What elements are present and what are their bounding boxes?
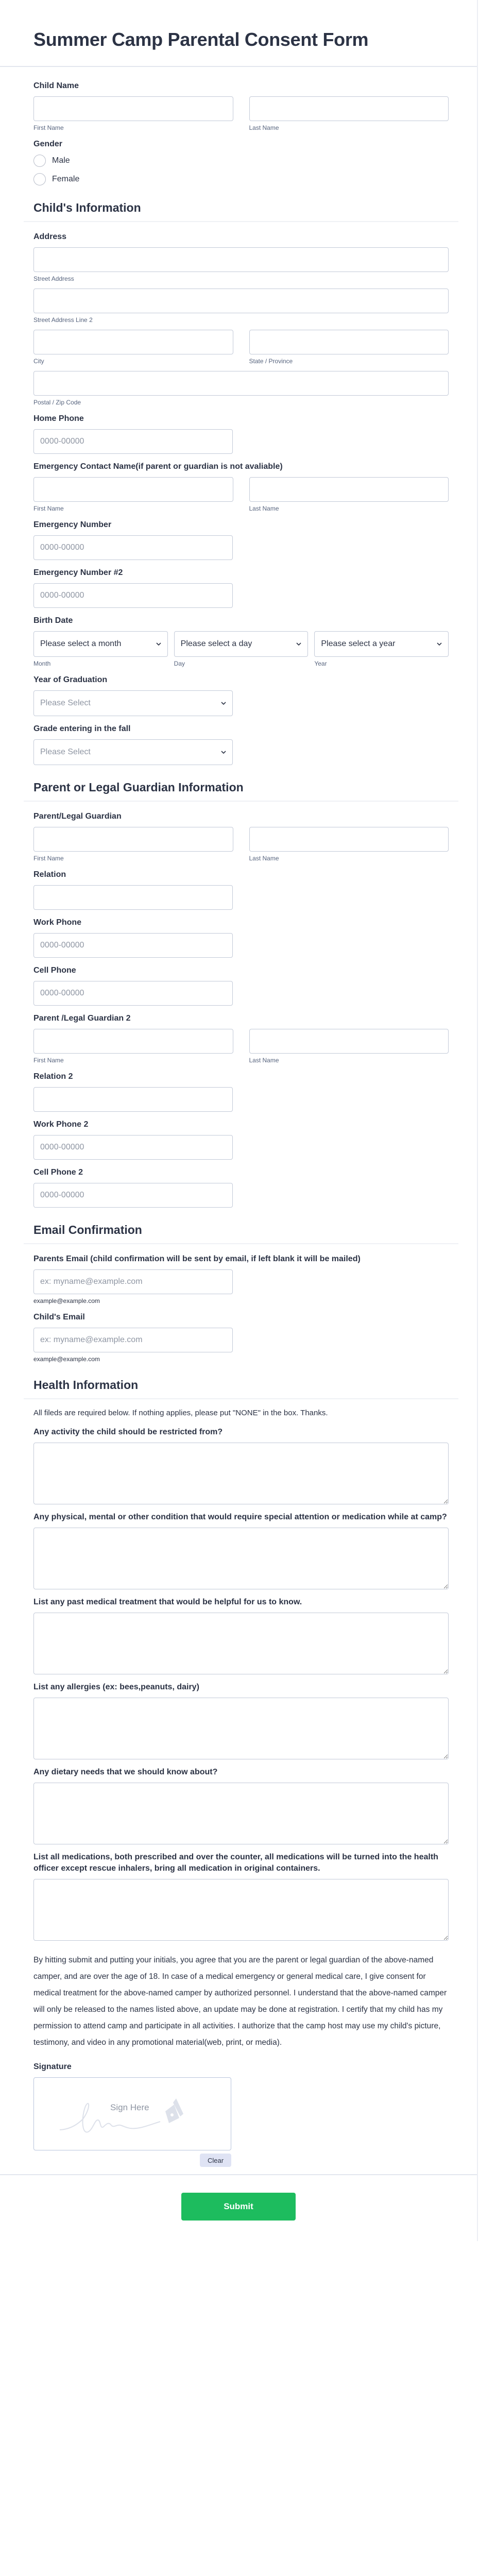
city-input[interactable] [33,330,233,354]
cell-phone2-field [33,1167,449,1208]
zip-sublabel: Postal / Zip Code [33,399,81,406]
street-address-line2-input[interactable] [33,289,449,313]
health-field-6 [33,1852,449,1941]
gender-label: Gender [33,140,63,148]
guardian-label: Parent/Legal Guardian [33,812,122,821]
cell-phone2-label: Cell Phone 2 [33,1168,83,1177]
health-question-1: Any activity the child should be restricted from? [33,1428,223,1436]
grade-label: Grade entering in the fall [33,724,131,733]
emergency-contact-label: Emergency Contact Name(if parent or guardian is not avaliable) [33,462,283,471]
sign-here-text: Sign Here [110,2103,149,2112]
submit-button[interactable]: Submit [181,2193,296,2221]
work-phone-input[interactable] [33,933,233,958]
relation2-field [33,1071,449,1112]
last-name-sublabel: Last Name [249,505,279,512]
restricted-activity-textarea[interactable] [33,1443,449,1504]
form-body [0,67,477,2167]
birth-date-label: Birth Date [33,616,73,625]
radio-label: Female [52,175,80,183]
emergency-number-field [33,519,449,560]
gender-radio-male[interactable] [33,155,449,167]
home-phone-label: Home Phone [33,414,84,423]
section-heading-guardian: Parent or Legal Guardian Information [33,781,244,794]
chevron-down-icon [437,642,442,646]
dietary-needs-textarea[interactable] [33,1783,449,1844]
graduation-year-label: Year of Graduation [33,675,108,684]
street-address-line2-sublabel: Street Address Line 2 [33,316,93,324]
health-field-1 [33,1427,449,1504]
emergency-number2-input[interactable] [33,583,233,608]
childs-email-label: Child's Email [33,1313,85,1321]
emergency-number-input[interactable] [33,535,233,560]
health-note: All fileds are required below. If nothing applies, please put "NONE" in the box. Thanks. [33,1409,328,1417]
health-question-6: List all medications, both prescribed and over the counter, all medications will be turned into the health officer except rescue inhalers, bring all medication in original containers. [33,1853,438,1873]
health-question-3: List any past medical treatment that would be helpful for us to know. [33,1598,302,1606]
chevron-down-icon [221,751,226,754]
address-field [33,231,449,406]
form-header [0,0,477,67]
health-field-2 [33,1512,449,1589]
radio-circle[interactable] [33,173,46,185]
grade-select[interactable] [33,739,233,765]
emergency-number2-field [33,567,449,608]
last-name-sublabel: Last Name [249,1057,279,1064]
section-header-guardian [24,781,458,802]
emergency-number2-label: Emergency Number #2 [33,568,123,577]
select-placeholder: Please Select [40,699,91,707]
emergency-first-name-input[interactable] [33,477,233,502]
childs-email-input[interactable] [33,1328,233,1352]
year-sublabel: Year [314,660,327,667]
past-treatment-textarea[interactable] [33,1613,449,1674]
birth-month-select[interactable] [33,631,168,657]
signature-field [33,2061,449,2167]
day-sublabel: Day [174,660,185,667]
child-first-name-input[interactable] [33,96,233,121]
guardian-field [33,811,449,862]
graduation-year-field [33,674,449,716]
first-name-sublabel: First Name [33,1057,64,1064]
cell-phone-label: Cell Phone [33,966,76,975]
childs-email-sublabel: example@example.com [33,1355,100,1363]
month-sublabel: Month [33,660,51,667]
address-label: Address [33,232,67,241]
health-field-5 [33,1767,449,1844]
relation2-input[interactable] [33,1087,233,1112]
allergies-textarea[interactable] [33,1698,449,1759]
select-value: Please select a month [40,639,122,648]
guardian2-first-name-input[interactable] [33,1029,233,1054]
form-footer [0,2174,477,2241]
childs-email-field [33,1312,449,1363]
relation2-label: Relation 2 [33,1072,73,1081]
radio-circle[interactable] [33,155,46,167]
health-question-2: Any physical, mental or other condition that would require special attention or medication while at camp? [33,1513,447,1521]
gender-field [33,139,449,185]
parents-email-input[interactable] [33,1269,233,1294]
section-header-health [24,1378,458,1399]
city-sublabel: City [33,358,44,365]
emergency-contact-field [33,461,449,512]
condition-textarea[interactable] [33,1528,449,1589]
select-value: Please select a day [180,639,252,648]
select-placeholder: Please Select [40,748,91,756]
guardian2-field [33,1013,449,1064]
work-phone2-input[interactable] [33,1135,233,1160]
child-last-name-input[interactable] [249,96,449,121]
health-field-4 [33,1682,449,1759]
select-value: Please select a year [321,639,396,648]
work-phone2-field [33,1119,449,1160]
work-phone-label: Work Phone [33,918,82,927]
signature-placeholder-icon [34,2078,232,2151]
parents-email-field [33,1253,449,1304]
chevron-down-icon [156,642,161,646]
relation-label: Relation [33,870,66,879]
child-name-label: Child Name [33,81,79,90]
guardian-last-name-input[interactable] [249,827,449,852]
parents-email-label: Parents Email (child confirmation will be sent by email, if left blank it will be mailed) [33,1255,361,1263]
radio-label: Male [52,156,70,165]
section-heading-email: Email Confirmation [33,1223,142,1236]
birth-day-select[interactable] [174,631,309,657]
work-phone-field [33,917,449,958]
section-heading-child-info: Child's Information [33,201,141,214]
grade-field [33,723,449,765]
section-heading-health: Health Information [33,1378,139,1392]
last-name-sublabel: Last Name [249,124,279,131]
cell-phone-field [33,965,449,1006]
section-header-child-info [24,201,458,222]
relation-input[interactable] [33,885,233,910]
street-address-sublabel: Street Address [33,275,74,282]
first-name-sublabel: First Name [33,505,64,512]
home-phone-field [33,413,449,454]
gender-radio-female[interactable] [33,173,449,185]
emergency-number-label: Emergency Number [33,520,112,529]
guardian2-label: Parent /Legal Guardian 2 [33,1014,131,1023]
work-phone2-label: Work Phone 2 [33,1120,89,1129]
zip-input[interactable] [33,371,449,396]
health-question-4: List any allergies (ex: bees,peanuts, dairy) [33,1683,199,1691]
street-address-input[interactable] [33,247,449,272]
home-phone-input[interactable] [33,429,233,454]
graduation-year-select[interactable] [33,690,233,716]
state-sublabel: State / Province [249,358,293,365]
clear-signature-button[interactable]: Clear [200,2154,231,2167]
parents-email-sublabel: example@example.com [33,1297,100,1304]
section-header-email [24,1223,458,1244]
medications-textarea[interactable] [33,1879,449,1941]
first-name-sublabel: First Name [33,124,64,131]
chevron-down-icon [221,702,226,705]
guardian2-last-name-input[interactable] [249,1029,449,1054]
birth-year-select[interactable] [314,631,449,657]
signature-pad[interactable] [33,2077,231,2150]
birth-date-field [33,615,449,667]
consent-text: By hitting submit and putting your initials, you agree that you are the parent or legal guardian of the above-named camper, and are over the age of 18. In case of a medical emergency or general medical care, I give consent for medical treatment for the above-named camper by authorized personnel. I understand that the above-named camper will only be released to the names listed above, an update may be done at registration. I certify that my child has my permission to attend camp and participate in all activities. I authorize that the camp host may use my child's picture, testimony, and video in any promotional material(web, print, or media). [33,1956,447,2047]
first-name-sublabel: First Name [33,855,64,862]
signature-label: Signature [33,2062,72,2071]
child-name-field [33,80,449,131]
last-name-sublabel: Last Name [249,855,279,862]
health-field-3 [33,1597,449,1674]
chevron-down-icon [296,642,301,646]
guardian-first-name-input[interactable] [33,827,233,852]
relation-field [33,869,449,910]
emergency-last-name-input[interactable] [249,477,449,502]
health-question-5: Any dietary needs that we should know about? [33,1768,218,1776]
cell-phone2-input[interactable] [33,1183,233,1208]
cell-phone-input[interactable] [33,981,233,1006]
state-input[interactable] [249,330,449,354]
form-title: Summer Camp Parental Consent Form [33,29,369,50]
